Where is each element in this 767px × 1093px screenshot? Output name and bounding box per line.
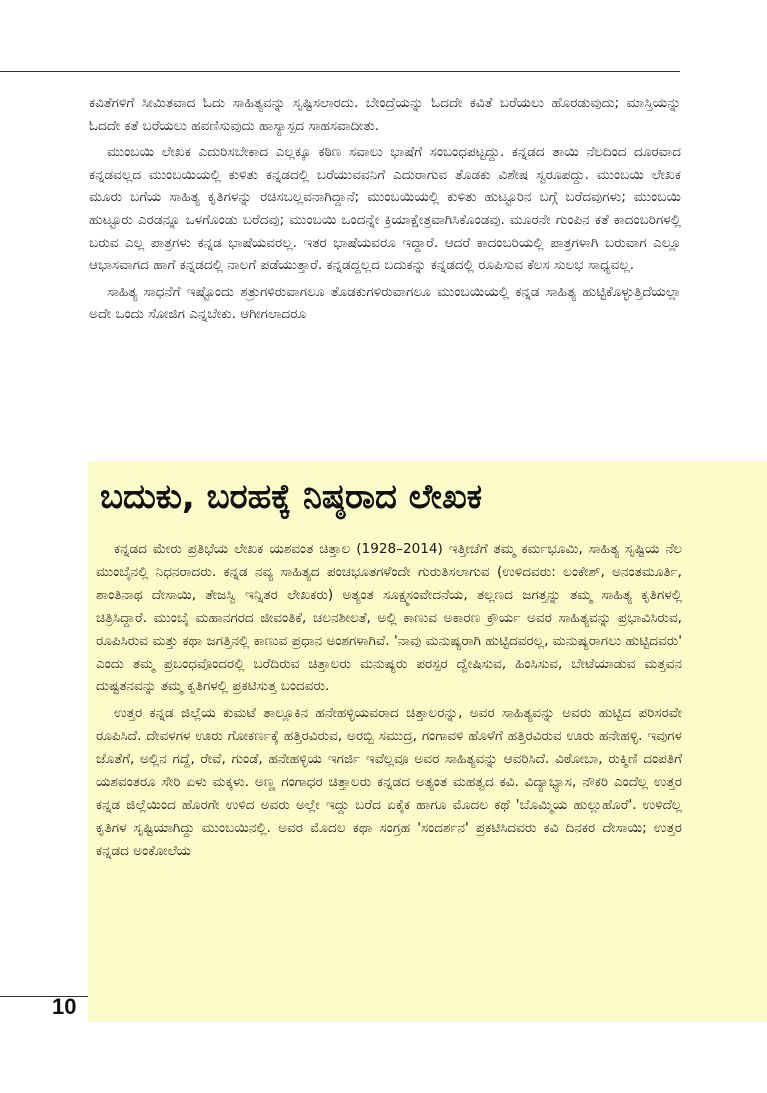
top-rule <box>0 71 680 72</box>
intro-text-block <box>89 92 681 330</box>
intro-paragraph-2: ಮುಂಬಯಿ ಲೇಖಕ ಎದುರಿಸಬೇಕಾದ ಎಲ್ಲಕ್ಕೂ ಕಠಿಣ ಸವಾಲು ಭಾಷೆಗೆ ಸಂಬಂಧಪಟ್ಟದ್ದು. ಕನ್ನಡದ ತಾಯಿ ನೆಲದಿಂದ ದೂರವಾದ ಕನ್ನಡವಲ್ಲದ ಮುಂಬಯಿಯಲ್ಲಿ ಕುಳಿತು ಕನ್ನಡದಲ್ಲಿ ಬರೆಯುವವನಿಗೆ ಎದುರಾಗುವ ತೊಡಕು ವಿಶೇಷ ಸ್ವರೂಪದ್ದು. ಮುಂಬಯಿ ಲೇಖಕ ಮೂರು ಬಗೆಯ ಸಾಹಿತ್ಯ ಕೃತಿಗಳನ್ನು ರಚಿಸಬಲ್ಲವನಾಗಿದ್ದಾನೆ; ಮುಂಬಯಿಯಲ್ಲಿ ಕುಳಿತು ಹುಟ್ಟೂರಿನ ಬಗ್ಗೆ ಬರೆದವುಗಳು; ಮುಂಬಯಿ ಹುಟ್ಟೂರು ಎರಡನ್ನೂ ಒಳಗೊಂಡು ಬರೆದವು; ಮುಂಬಯಿ ಒಂದನ್ನೇ ಕ್ರಿಯಾಕ್ಷೇತ್ರವಾಗಿಸಿಕೊಂಡವು. ಮೂರನೇ ಗುಂಪಿನ ಕತೆ ಕಾದಂಬರಿಗಳಲ್ಲಿ ಬರುವ ಎಲ್ಲ ಪಾತ್ರಗಳು ಕನ್ನಡ ಭಾಷೆಯವರಲ್ಲ. ಇತರ ಭಾಷೆಯವರೂ ಇದ್ದಾರೆ. ಆದರೆ ಕಾದಂಬರಿಯಲ್ಲಿ ಪಾತ್ರಗಳಾಗಿ ಬರುವಾಗ ಎಲ್ಲೂ ಆಭಾಸವಾಗದ ಹಾಗೆ ಕನ್ನಡದಲ್ಲಿ ನಾಲಗೆ ಪಡೆಯುತ್ತಾರೆ. ಕನ್ನಡದ್ದಲ್ಲದ ಬದುಕನ್ನು ಕನ್ನಡದಲ್ಲಿ ರೂಪಿಸುವ ಕೆಲಸ ಸುಲಭ ಸಾಧ್ಯವಲ್ಲ. <box>89 144 681 274</box>
box-title: ಬದುಕು, ಬರಹಕ್ಕೆ ನಿಷ್ಠರಾದ ಲೇಖಕ <box>100 477 482 517</box>
intro-paragraph-1: ಕವಿತೆಗಳಿಗೆ ಸೀಮಿತವಾದ ಓದು ಸಾಹಿತ್ಯವನ್ನು ಸೃಷ್ಟಿಸಲಾರದು. ಬೇಂದ್ರೆಯನ್ನು ಓದದೇ ಕವಿತೆ ಬರೆಯಲು ಹೊರಡುವುದು; ಮಾಸ್ತಿಯನ್ನು ಓದದೇ ಕತೆ ಬರೆಯಲು ಹವಣಿಸುವುದು ಹಾಸ್ಯಾಸ್ಪದ ಸಾಹಸವಾದೀತು. <box>89 95 681 134</box>
intro-paragraph-3: ಸಾಹಿತ್ಯ ಸಾಧನೆಗೆ ಇಷ್ಟೊಂದು ಶತ್ರುಗಳಿರುವಾಗಲೂ ತೊಡಕುಗಳಿರುವಾಗಲೂ ಮುಂಬಯಿಯಲ್ಲಿ ಕನ್ನಡ ಸಾಹಿತ್ಯ ಹುಟ್ಟಿಕೊಳ್ಳುತ್ತಿದೆಯಲ್ಲಾ ಅದೇ ಒಂದು ಸೋಜಿಗ ಎನ್ನಬೇಕು. ಆಗೀಗಲಾದರೂ <box>89 283 681 323</box>
highlight-box <box>88 461 767 1022</box>
box-body <box>96 538 682 867</box>
page-number: 10 <box>52 994 77 1019</box>
box-paragraph-2: ಉತ್ತರ ಕನ್ನಡ ಜಿಲ್ಲೆಯ ಕುಮಟೆ ತಾಲ್ಲೂಕಿನ ಹನೇಹಳ್ಳಿಯವರಾದ ಚಿತ್ತಾಲರನ್ನು, ಅವರ ಸಾಹಿತ್ಯವನ್ನು ಅವರು ಹುಟ್ಟಿದ ಪರಿಸರವೇ ರೂಪಿಸಿದೆ. ದೇವಳಗಳ ಊರು ಗೋಕರ್ಣಕ್ಕೆ ಹತ್ತಿರವಿರುವ, ಅರಬ್ಬಿ ಸಮುದ್ರ, ಗಂಗಾವಳಿ ಹೊಳೆಗೆ ಹತ್ತಿರವಿರುವ ಊರು ಹನೇಹಳ್ಳಿ. ಇವುಗಳ ಜೊತೆಗೆ, ಅಲ್ಲಿನ ಗದ್ದೆ, ರೇವೆ, ಗುಂಡೆ, ಹನೇಹಳ್ಳಿಯ ಇಗರ್ಜಿ ಇವೆಲ್ಲವೂ ಅವರ ಸಾಹಿತ್ಯವನ್ನು ಆವರಿಸಿದೆ. ವಿಠೋಬಾ, ರುಕ್ಮಿಣಿ ದಂಪತಿಗೆ ಯಶವಂತರೂ ಸೇರಿ ಏಳು ಮಕ್ಕಳು. ಅಣ್ಣ ಗಂಗಾಧರ ಚಿತ್ತಾಲರು ಕನ್ನಡದ ಅತ್ಯಂತ ಮಹತ್ವದ ಕವಿ. ವಿದ್ಯಾಭ್ಯಾಸ, ನೌಕರಿ ಎಂದೆಲ್ಲ ಉತ್ತರ ಕನ್ನಡ ಜಿಲ್ಲೆಯಿಂದ ಹೊರಗೇ ಉಳಿದ ಅವರು ಅಲ್ಲೇ ಇದ್ದು ಬರೆದ ಏಕೈಕ ಹಾಗೂ ಮೊದಲ ಕಥೆ 'ಬೊಮ್ಮಿಯ ಹುಲ್ಲುಹೊರೆ'. ಉಳಿದೆಲ್ಲ ಕೃತಿಗಳ ಸೃಷ್ಟಿಯಾಗಿದ್ದು ಮುಂಬಯಿನಲ್ಲಿ. ಅವರ ಮೊದಲ ಕಥಾ ಸಂಗ್ರಹ 'ಸಂದರ್ಶನ' ಪ್ರಕಟಿಸಿದವರು ಕವಿ ದಿನಕರ ದೇಸಾಯಿ; ಉತ್ತರ ಕನ್ನಡದ ಅಂಕೋಲೆಯ <box>96 705 682 859</box>
box-paragraph-1: ಕನ್ನಡದ ಮೇರು ಪ್ರತಿಭೆಯ ಲೇಖಕ ಯಶವಂತ ಚಿತ್ತಾಲ (1928–2014) ಇತ್ತೀಚೆಗೆ ತಮ್ಮ ಕರ್ಮಭೂಮಿ, ಸಾಹಿತ್ಯ ಸೃಷ್ಟಿಯ ನೆಲ ಮುಂಬೈನಲ್ಲಿ ನಿಧನರಾದರು. ಕನ್ನಡ ನವ್ಯ ಸಾಹಿತ್ಯದ ಪಂಚಭೂತಗಳೆಂದೇ ಗುರುತಿಸಲಾಗುವ (ಉಳಿದವರು: ಲಂಕೇಶ್, ಅನಂತಮೂರ್ತಿ, ಶಾಂತಿನಾಥ ದೇಸಾಯಿ, ತೇಜಸ್ವಿ ಇನ್ನಿತರ ಲೇಖಕರು) ಅತ್ಯಂತ ಸೂಕ್ಷ್ಮಸಂವೇದನೆಯ, ತಲ್ಲಣದ ಜಗತ್ತನ್ನು ತಮ್ಮ ಸಾಹಿತ್ಯ ಕೃತಿಗಳಲ್ಲಿ ಚಿತ್ರಿಸಿದ್ದಾರೆ. ಮುಂಬೈ ಮಹಾನಗರದ ಜೀವಂತಿಕೆ, ಚಲನಶೀಲತೆ, ಅಲ್ಲಿ ಕಾಣುವ ಅಕಾರಣ ಕ್ರೌರ್ಯ ಅವರ ಸಾಹಿತ್ಯವನ್ನು ಪ್ರಭಾವಿಸಿರುವ, ರೂಪಿಸಿರುವ ಮತ್ತು ಕಥಾ ಜಗತ್ತಿನಲ್ಲಿ ಕಾಣುವ ಪ್ರಧಾನ ಅಂಶಗಳಾಗಿವೆ. 'ನಾವು ಮನುಷ್ಯರಾಗಿ ಹುಟ್ಟಿದವರಲ್ಲ, ಮನುಷ್ಯರಾಗಲು ಹುಟ್ಟಿದವರು' ಎಂದು ತಮ್ಮ ಪ್ರಬಂಧವೊಂದರಲ್ಲಿ ಬರೆದಿರುವ ಚಿತ್ತಾಲರು ಮನುಷ್ಯರು ಪರಸ್ಪರ ದ್ವೇಷಿಸುವ, ಹಿಂಸಿಸುವ, ಬೇಟೆಯಾಡುವ ಮತ್ತವನ ದುಷ್ಟತನವನ್ನು ತಮ್ಮ ಕೃತಿಗಳಲ್ಲಿ ಪ್ರಕಟಿಸುತ್ತ ಬಂದವರು. <box>96 541 682 695</box>
